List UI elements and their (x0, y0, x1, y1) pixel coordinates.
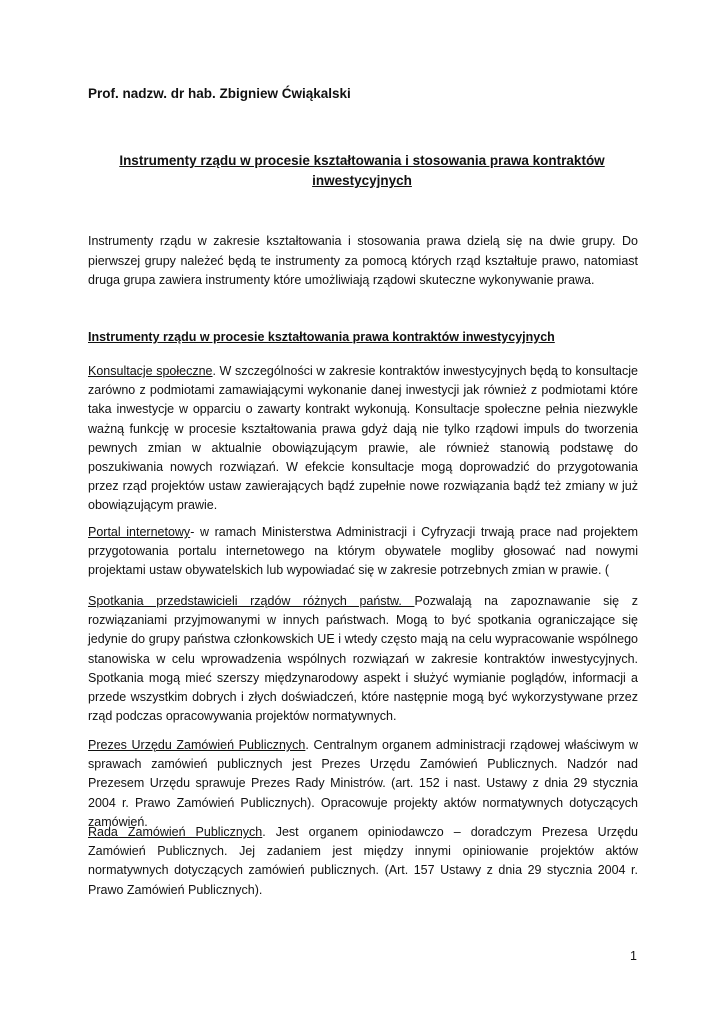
paragraph-term: Spotkania przedstawicieli rządów różnych państw. (88, 594, 415, 608)
paragraph-term: Portal internetowy (88, 525, 191, 539)
paragraph-text: - w ramach Ministerstwa Administracji i Cyfryzacji trwają prace nad projektem przygotowania portalu internetowego na którym obywatele mogliby głosować nad nowymi projektami ustaw obywatelskich lub wypowiadać się w zakresie potrzebnych zmian w prawie. ( (88, 525, 638, 578)
paragraph-term: Konsultacje społeczne (88, 364, 213, 378)
intro-paragraph: Instrumenty rządu w zakresie kształtowania i stosowania prawa dzielą się na dwie grupy. Do pierwszej grupy należeć będą te instrumenty za pomocą których rząd kształtuje prawo, natomiast druga grupa zawiera instrumenty które umożliwiają rządowi skuteczne wykonywanie prawa. (88, 234, 638, 287)
paragraph-government-meetings (88, 592, 638, 726)
author-name: Prof. nadzw. dr hab. Zbigniew Ćwiąkalski (88, 86, 351, 101)
paragraph-term: Rada Zamówień Publicznych (88, 825, 263, 839)
section-heading: Instrumenty rządu w procesie kształtowania prawa kontraktów inwestycyjnych (88, 330, 555, 344)
document-title: Instrumenty rządu w procesie kształtowania i stosowania prawa kontraktów inwestycyjnych (119, 153, 605, 188)
paragraph-text: Pozwalają na zapoznawanie się z rozwiązaniami przyjmowanymi w innych państwach. Mogą to być spotkania ograniczające się jedynie do grupy państwa członkowskich UE i wtedy często mają na celu wypracowanie wspólnego stanowiska w celu wprowadzenia wspólnych rozwiązań w zakresie kontraktów inwestycyjnych. Spotkania mogą mieć szerszy międzynarodowy aspekt i służyć wymianie poglądów, informacji a przede wszystkim dobrych i złych doświadczeń, które następnie mogą być wykorzystywane przez rząd podczas opracowywania projektów normatywnych. (88, 594, 639, 724)
paragraph-text: . Centralnym organem administracji rządowej właściwym w sprawach zamówień publicznych jest Prezes Urzędu Zamówień Publicznych. Nadzór nad Prezesem Urzędu sprawuje Prezes Rady Ministrów. (art. 152 i nast. Ustawy z dnia 29 stycznia 2004 r. Prawo Zamówień Publicznych). Opracowuje projekty aktów normatywnych dotyczących zamówień. (88, 738, 638, 829)
paragraph-consultations (88, 362, 638, 516)
paragraph-internet-portal (88, 523, 638, 581)
paragraph-procurement-council (88, 823, 638, 900)
paragraph-text: . W szczególności w zakresie kontraktów inwestycyjnych będą to konsultacje zarówno z podmiotami zamawiającymi wykonanie danej inwestycji jak również z podmiotami które taka inwestycje w opparciu o zawarty kontrakt wykonują. Konsultacje społeczne pełnia niezwykle ważną funkcję w procesie kształtowania prawa gdyż dają nie tylko rządowi impuls do tworzenia pewnych zmian w aktualnie obowiązującym prawie, ale również stanowią podstawę do poszukiwania nowych rozwiązań. W efekcie konsultacje mogą doprowadzić do przygotowania przez rząd projektów ustaw zawierających bądź zupełnie nowe rozwiązania bądź też zmiany w już obowiązującym prawie. (88, 364, 638, 513)
paragraph-text: . Jest organem opiniodawczo – doradczym Prezesa Urzędu Zamówień Publicznych. Jej zadaniem jest między innymi opiniowanie projektów aktów normatywnych dotyczących zamówień publicznych. (Art. 157 Ustawy z dnia 29 stycznia 2004 r. Prawo Zamówień Publicznych). (88, 825, 638, 897)
paragraph-term: Prezes Urzędu Zamówień Publicznych (88, 738, 306, 752)
page-number: 1 (630, 949, 637, 963)
paragraph-procurement-president (88, 736, 638, 832)
